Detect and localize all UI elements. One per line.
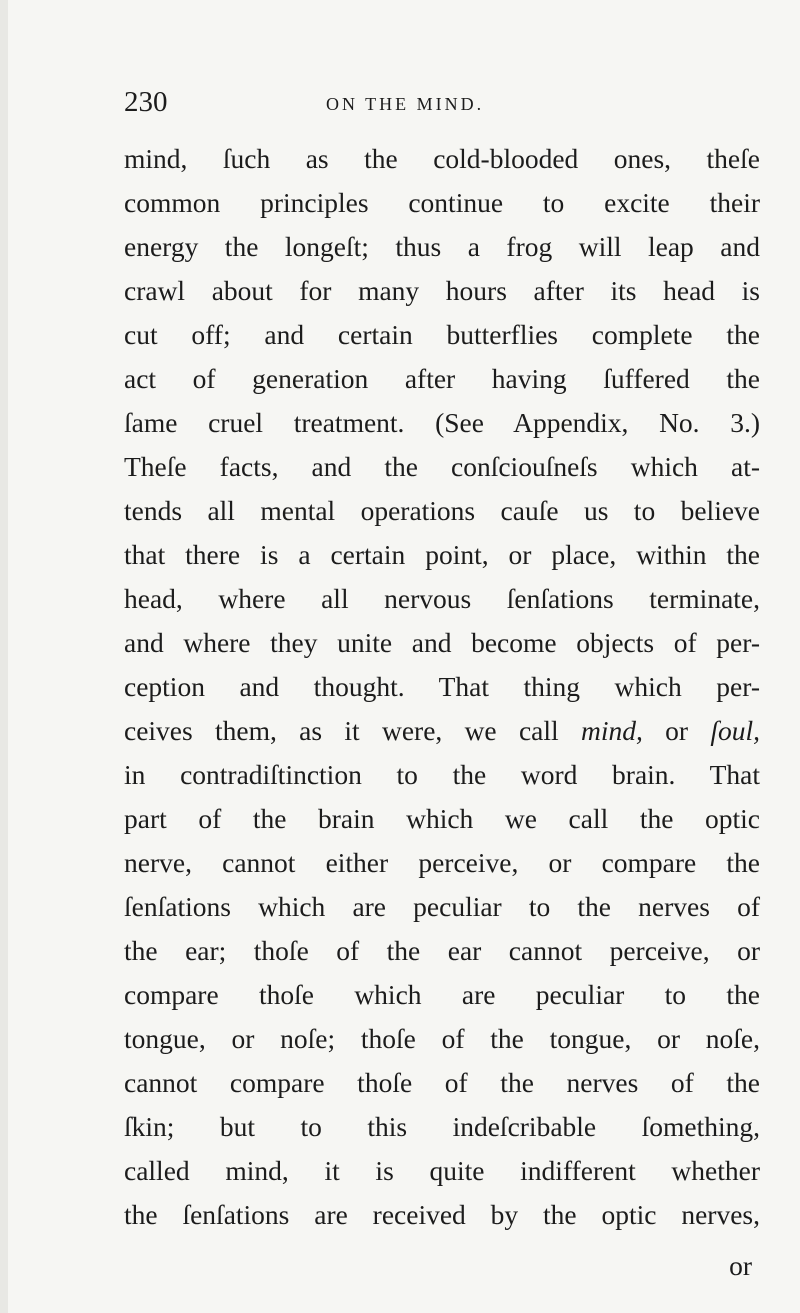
page-header <box>124 84 764 124</box>
text-line: common principles continue to excite their <box>124 187 760 218</box>
text-line: the ſenſations are received by the optic nerves, <box>124 1199 760 1230</box>
catchword: or <box>729 1250 752 1281</box>
italic-term-mind: mind, <box>580 715 643 746</box>
text-line: mind, ſuch as the cold-blooded ones, theſe <box>124 143 760 174</box>
text-line: nerve, cannot either perceive, or compare the <box>124 847 760 878</box>
text-line: that there is a certain point, or place, within the <box>124 539 760 570</box>
text-line: tongue, or noſe; thoſe of the tongue, or noſe, <box>124 1023 760 1054</box>
text-line: Theſe facts, and the conſciouſneſs which at- <box>124 451 760 482</box>
text-segment: ceives them, as it were, we call <box>124 715 559 746</box>
text-line: part of the brain which we call the optic <box>124 803 760 834</box>
text-line: and where they unite and become objects of per- <box>124 627 760 658</box>
text-line: crawl about for many hours after its head is <box>124 275 760 306</box>
body-text <box>124 137 760 1237</box>
text-line-with-italics <box>124 709 760 753</box>
text-segment: or <box>665 715 689 746</box>
text-line: in contradiſtinction to the word brain. That <box>124 759 760 790</box>
text-line: head, where all nervous ſenſations terminate, <box>124 583 760 614</box>
page-number: 230 <box>124 86 168 118</box>
text-line: ſkin; but to this indeſcribable ſomething, <box>124 1111 760 1142</box>
text-line: compare thoſe which are peculiar to the <box>124 979 760 1010</box>
text-line: tends all mental operations cauſe us to believe <box>124 495 760 526</box>
text-line: act of generation after having ſuffered the <box>124 363 760 394</box>
text-line: the ear; thoſe of the ear cannot perceive, or <box>124 935 760 966</box>
text-line: ception and thought. That thing which per- <box>124 671 760 702</box>
text-line: cannot compare thoſe of the nerves of the <box>124 1067 760 1098</box>
text-line: ſenſations which are peculiar to the nerves of <box>124 891 760 922</box>
running-head: ON THE MIND. <box>326 94 485 114</box>
text-line: ſame cruel treatment. (See Appendix, No. 3.) <box>124 407 760 438</box>
text-line: cut off; and certain butterflies complete the <box>124 319 760 350</box>
text-line: called mind, it is quite indifferent whether <box>124 1155 760 1186</box>
text-line: energy the longeſt; thus a frog will leap and <box>124 231 760 262</box>
italic-term-soul: ſoul, <box>710 715 761 746</box>
